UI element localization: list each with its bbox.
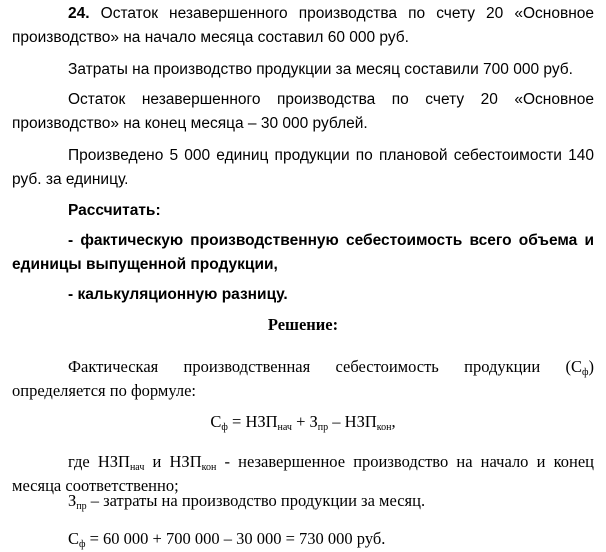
where-paragraph: где $НЗП_{нач}$ и $НЗП_{кон}$ - незавершенное производство на начало и конец месяца соответственно; [12, 452, 594, 495]
intro-line-2: определяется по формуле: [12, 381, 197, 400]
solution-heading: Решение: [267, 315, 339, 334]
intro-word-3: себестоимость [335, 357, 439, 376]
solution-intro [12, 355, 594, 403]
task-1: - фактическую производственную себестоимость всего объема и единицы выпущенной продукции, [12, 232, 594, 273]
problem-paragraph-2: Затраты на производство продукции за месяц составили 700 000 руб. [68, 61, 573, 78]
intro-line-1 [12, 355, 594, 379]
problem-paragraph-3: Остаток незавершенного производства по счету 20 «Основное производство» на конец месяца – 30 000 рублей. [12, 91, 594, 132]
calc-heading: Рассчитать: [68, 202, 161, 219]
problem-number: 24. [68, 5, 90, 22]
intro-word-2: производственная [183, 357, 311, 376]
intro-word-4: продукции [464, 357, 541, 376]
formula: $С_ф = НЗП_{нач} + З_{пр} - НЗП_{кон}$, [210, 412, 396, 433]
problem-paragraph-4: Произведено 5 000 единиц продукции по плановой себестоимости 140 руб. за единицу. [12, 147, 594, 188]
task-2: - калькуляционную разницу. [68, 286, 288, 303]
problem-paragraph-1 [12, 2, 594, 50]
intro-word-1: Фактическая [68, 357, 159, 376]
calculation: $С_ф = 60$ 000 + 700 000 – 30 000 = 730 000 руб. [68, 529, 386, 550]
zpr-definition: $З_{пр}$ – затраты на производство продукции за месяц. [68, 491, 426, 512]
problem-text-1: Остаток незавершенного производства по счету 20 «Основное производство» на начало месяца составил 60 000 руб. [12, 5, 594, 46]
intro-symbol: $(С_ф)$ [565, 357, 594, 378]
